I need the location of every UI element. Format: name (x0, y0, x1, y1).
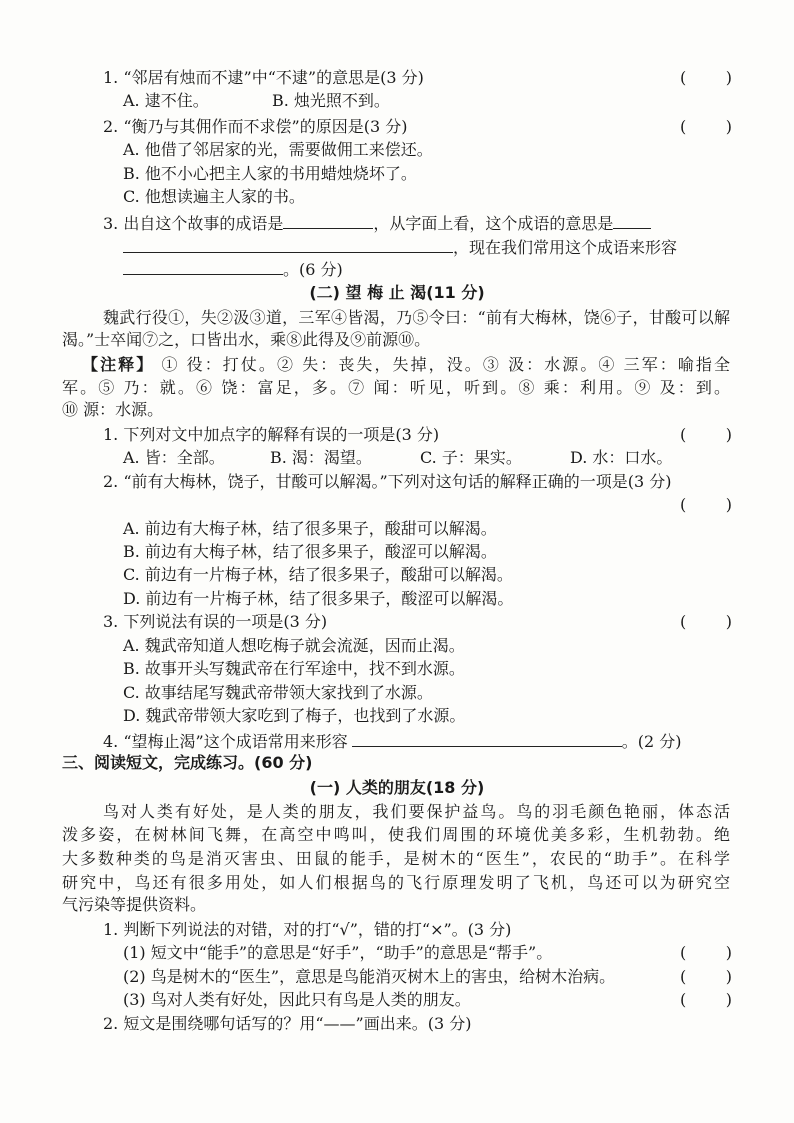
notes-label: 【注释】 (82, 355, 155, 374)
option: B. 前边有大梅子林，结了很多果子，酸涩可以解渴。 (123, 542, 497, 561)
section-title: (一) 人类的朋友(18 分) (309, 778, 485, 797)
paren-close: ) (725, 117, 732, 136)
option: C. 子：果实。 (420, 448, 522, 467)
notes-line: 军。⑤ 乃：就。⑥ 饶：富足，多。⑦ 闻：听见，听到。⑧ 乘：利用。⑨ 及：到。 (62, 378, 730, 397)
question: 1. 下列对文中加点字的解释有误的一项是(3 分) (103, 425, 440, 444)
question: 1. “邻居有烛而不逮”中“不逮”的意思是(3 分) (103, 68, 424, 87)
option: A. 皆：全部。 (123, 448, 225, 467)
question: 2. “衡乃与其佣作而不求偿”的原因是(3 分) (103, 117, 408, 136)
question-text: 4. “望梅止渴”这个成语常用来形容 (103, 732, 348, 751)
paren-close: ) (725, 495, 732, 514)
passage-line: 气污染等提供资料。 (62, 895, 207, 914)
notes-text: ① 役：打仗。② 失：丧失，失掉，没。③ 汲：水源。④ 三军：喻指全 (161, 355, 730, 374)
paren-open: ( (680, 967, 687, 986)
option: D. 前边有一片梅子林，结了很多果子，酸涩可以解渴。 (123, 589, 514, 608)
paren-close: ) (725, 967, 732, 986)
option: D. 魏武帝带领大家吃到了梅子，也找到了水源。 (123, 706, 466, 725)
blank[interactable] (352, 730, 622, 747)
passage-line: 魏武行役①，失②汲③道，三军④皆渴，乃⑤令曰：“前有大梅林，饶⑥子，甘酸可以解 (103, 308, 730, 327)
question: 2. “前有大梅林，饶子，甘酸可以解渴。”下列对这句话的解释正确的一项是(3 分) (103, 472, 672, 491)
passage-line: 大多数种类的鸟是消灭害虫、田鼠的能手，是树木的“医生”，农民的“助手”。在科学 (62, 849, 730, 868)
option: B. 烛光照不到。 (272, 91, 390, 110)
paren-close: ) (725, 425, 732, 444)
section-title: (二) 望 梅 止 渴(11 分) (309, 283, 485, 302)
paren-open: ( (680, 612, 687, 631)
option: D. 水：口水。 (570, 448, 673, 467)
statement: (2) 鸟是树木的“医生”，意思是鸟能消灭树木上的害虫，给树木治病。 (123, 967, 616, 986)
answer-paren[interactable] (680, 424, 732, 446)
answer-paren[interactable] (680, 966, 732, 988)
question-text: 。(6 分) (283, 260, 343, 279)
paren-open: ( (680, 990, 687, 1009)
question-text: ，从字面上看，这个成语的意思是 (373, 214, 614, 233)
statement: (1) 短文中“能手”的意思是“好手”，“助手”的意思是“帮手”。 (123, 943, 553, 962)
passage-line: 渴。”士卒闻⑦之，口皆出水，乘⑧此得及⑨前源⑩。 (62, 330, 431, 349)
question (103, 730, 681, 752)
blank[interactable] (123, 236, 453, 253)
question-text: 。(2 分) (621, 732, 682, 751)
passage-line: 研究中，鸟还有很多用处，如人们根据鸟的飞行原理发明了飞机，鸟还可以为研究空 (62, 873, 730, 892)
question: 1. 判断下列说法的对错，对的打“√”，错的打“×”。(3 分) (103, 920, 512, 939)
question: 2. 短文是围绕哪句话写的？用“——”画出来。(3 分) (103, 1014, 472, 1033)
question-text: 3. 出自这个故事的成语是 (103, 214, 284, 233)
statement: (3) 鸟对人类有好处，因此只有鸟是人类的朋友。 (123, 990, 471, 1009)
blank[interactable] (613, 212, 651, 229)
option: C. 故事结尾写魏武帝带领大家找到了水源。 (123, 683, 433, 702)
question-line (123, 236, 677, 258)
option: B. 故事开头写魏武帝在行军途中，找不到水源。 (123, 659, 465, 678)
answer-paren[interactable] (680, 942, 732, 964)
option: A. 魏武帝知道人想吃梅子就会流涎，因而止渴。 (123, 636, 465, 655)
passage-line: 鸟对人类有好处，是人类的朋友，我们要保护益鸟。鸟的羽毛颜色艳丽，体态活 (103, 802, 730, 821)
answer-paren[interactable] (680, 611, 732, 633)
paren-open: ( (680, 495, 687, 514)
question (103, 212, 651, 234)
answer-paren[interactable] (680, 989, 732, 1011)
paren-close: ) (725, 68, 732, 87)
option: A. 前边有大梅子林，结了很多果子，酸甜可以解渴。 (123, 519, 497, 538)
paren-open: ( (680, 68, 687, 87)
passage-line: 泼多姿，在树林间飞舞，在高空中鸣叫，使我们周围的环境优美多彩，生机勃勃。绝 (62, 825, 730, 844)
answer-paren[interactable] (680, 116, 732, 138)
paren-open: ( (680, 425, 687, 444)
notes-line (82, 354, 730, 376)
answer-paren[interactable] (680, 67, 732, 89)
section-heading: 三、阅读短文，完成练习。(60 分) (62, 753, 313, 772)
option: B. 他不小心把主人家的书用蜡烛烧坏了。 (123, 164, 417, 183)
paren-close: ) (725, 612, 732, 631)
paren-open: ( (680, 943, 687, 962)
question: 3. 下列说法有误的一项是(3 分) (103, 612, 328, 631)
blank[interactable] (283, 212, 373, 229)
paren-open: ( (680, 117, 687, 136)
option: B. 渴：渴望。 (270, 448, 372, 467)
paren-close: ) (725, 943, 732, 962)
blank[interactable] (123, 258, 283, 275)
question-line (123, 258, 343, 280)
notes-line: ⑩ 源：水源。 (62, 400, 164, 419)
paren-close: ) (725, 990, 732, 1009)
option: C. 他想读遍主人家的书。 (123, 187, 305, 206)
option: A. 逮不住。 (123, 91, 209, 110)
answer-paren[interactable] (680, 494, 732, 516)
option: A. 他借了邻居家的光，需要做佣工来偿还。 (123, 140, 433, 159)
option: C. 前边有一片梅子林，结了很多果子，酸甜可以解渴。 (123, 565, 513, 584)
question-text: ，现在我们常用这个成语来形容 (453, 238, 678, 257)
